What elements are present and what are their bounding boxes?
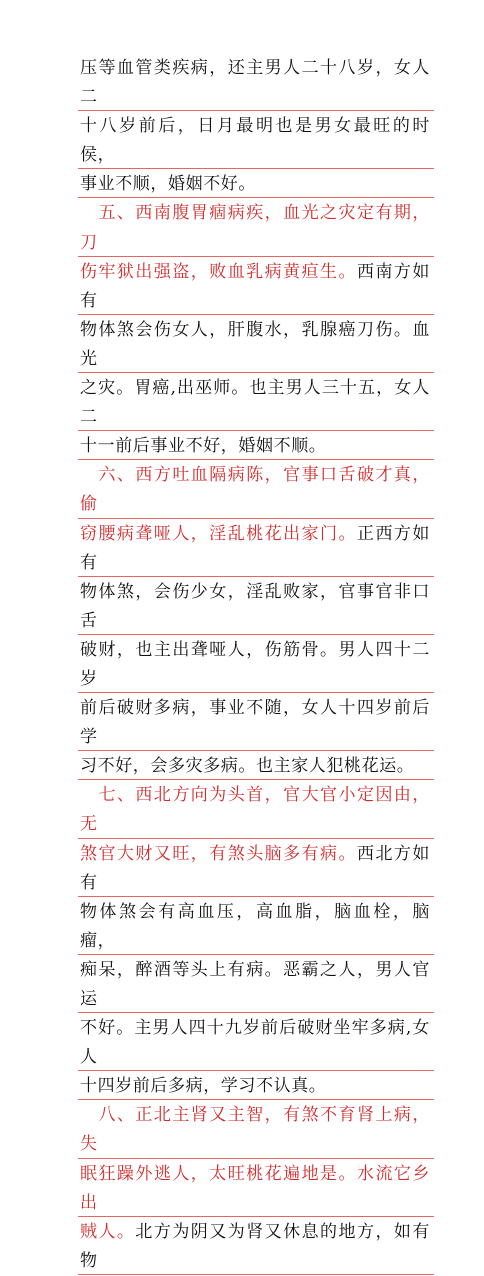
text-line [80, 54, 430, 112]
text-line [80, 258, 430, 316]
body-text: 习不好，会多灾多病。也主家人犯桃花运。 [80, 756, 415, 777]
ruled-line [78, 1012, 434, 1013]
text-line [80, 752, 430, 781]
text-line [80, 1218, 430, 1276]
body-text: 西南方如有 [80, 261, 430, 311]
heading-text: 八、正北主肾又主智，有煞不育肾上病，失 [80, 1105, 430, 1155]
body-text: 十四岁前后多病，学习不认真。 [80, 1076, 327, 1097]
heading-text: 六、西方吐血隔病陈，官事口舌破才真，偷 [80, 465, 430, 515]
text-line [80, 316, 430, 374]
heading-text: 五、西南腹胃痼病疾，血光之灾定有期，刀 [80, 203, 430, 253]
ruled-line [78, 750, 434, 751]
ruled-line [78, 314, 434, 315]
text-line [80, 112, 430, 170]
ruled-line [78, 372, 434, 373]
ruled-line [78, 518, 434, 519]
text-line [80, 898, 430, 956]
ruled-line [78, 459, 434, 460]
heading-text: 煞官大财又旺，有煞头脑多有病。 [80, 843, 357, 864]
body-text: 破财，也主出聋哑人，伤筋骨。男人四十二岁 [80, 639, 430, 689]
text-line [80, 461, 430, 519]
body-text: 压等血管类疾病，还主男人二十八岁，女人二 [80, 58, 430, 108]
ruled-line [78, 576, 434, 577]
ruled-line [78, 1158, 434, 1159]
body-text: 北方为阴又为肾又休息的地方，如有物 [80, 1221, 430, 1271]
body-text: 西北方如有 [80, 843, 430, 893]
ruled-line [78, 779, 434, 780]
ruled-line [78, 1274, 434, 1275]
text-line [80, 432, 430, 461]
text-line [80, 578, 430, 636]
body-text: 物体煞会伤女人，肝腹水，乳腺癌刀伤。血光 [80, 319, 430, 369]
ruled-line [78, 110, 434, 111]
ruled-line [78, 838, 434, 839]
ruled-line [78, 197, 434, 198]
text-line [80, 956, 430, 1014]
text-line [80, 170, 430, 199]
text-line [80, 1160, 430, 1218]
body-text: 痴呆，醉酒等头上有病。恶霸之人，男人官运 [80, 959, 430, 1009]
text-line [80, 1101, 430, 1159]
ruled-line [78, 954, 434, 955]
text-line [80, 1072, 430, 1101]
ruled-line [78, 256, 434, 257]
text-line [80, 636, 430, 694]
ruled-line [78, 1099, 434, 1100]
ruled-line [78, 168, 434, 169]
ruled-line [78, 430, 434, 431]
ruled-line [78, 634, 434, 635]
body-text: 事业不顺，婚姻不好。 [80, 174, 256, 195]
document-body [80, 54, 430, 1276]
heading-text: 眠狂躁外逃人，太旺桃花遍地是。水流它乡出 [80, 1163, 430, 1213]
heading-text: 窃腰病聋哑人，淫乱桃花出家门。 [80, 523, 357, 544]
body-text: 不好。主男人四十九岁前后破财坐牢多病,女人 [80, 1018, 430, 1068]
text-line [80, 520, 430, 578]
body-text: 物体煞，会伤少女，淫乱败家，官事官非口舌 [80, 581, 430, 631]
ruled-line [78, 692, 434, 693]
body-text: 十一前后事业不好，婚姻不顺。 [80, 436, 327, 457]
ruled-line [78, 1070, 434, 1071]
body-text: 之灾。胃癌,出巫师。也主男人三十五，女人二 [80, 378, 430, 428]
heading-text: 伤牢狱出强盗，败血乳病黄疸生。 [80, 261, 357, 282]
ruled-line [78, 1216, 434, 1217]
body-text: 十八岁前后，日月最明也是男女最旺的时侯， [80, 116, 430, 166]
text-line [80, 374, 430, 432]
heading-text: 七、西北方向为头首，官大官小定因由，无 [80, 785, 430, 835]
body-text: 正西方如有 [80, 523, 430, 573]
heading-text: 贼人。 [80, 1221, 136, 1242]
body-text: 前后破财多病，事业不随，女人十四岁前后学 [80, 698, 430, 748]
body-text: 物体煞会有高血压，高血脂，脑血栓，脑瘤， [80, 901, 430, 951]
text-line [80, 199, 430, 257]
ruled-line [78, 896, 434, 897]
text-line [80, 1014, 430, 1072]
text-line [80, 694, 430, 752]
text-line [80, 781, 430, 839]
text-line [80, 840, 430, 898]
